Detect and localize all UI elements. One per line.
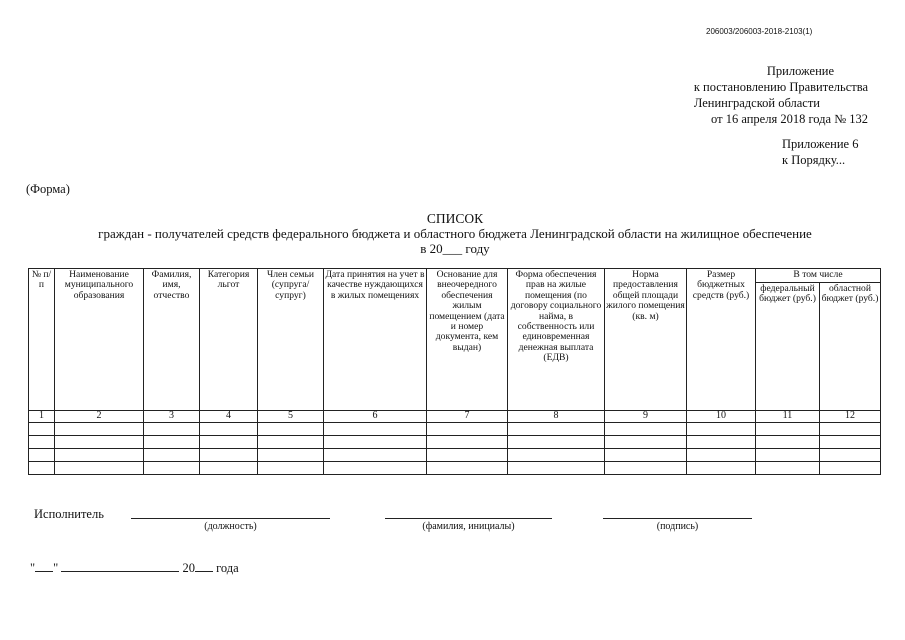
column-number: 1 [29, 411, 55, 423]
date-line [30, 560, 239, 576]
position-caption: (должность) [204, 521, 257, 532]
table-cell[interactable] [200, 423, 258, 436]
signature-line[interactable] [603, 518, 752, 519]
table-cell[interactable] [55, 462, 144, 475]
table-cell[interactable] [324, 462, 427, 475]
name-line[interactable] [385, 518, 552, 519]
column-number: 6 [324, 411, 427, 423]
column-number: 9 [605, 411, 687, 423]
table-cell[interactable] [29, 462, 55, 475]
col-header-federal-budget: федеральный бюджет (руб.) [756, 283, 820, 411]
date-close-quote: " [53, 561, 59, 575]
table-cell[interactable] [687, 462, 756, 475]
table-cell[interactable] [200, 436, 258, 449]
appendix-header [608, 63, 868, 127]
table-cell[interactable] [508, 462, 605, 475]
column-number: 3 [144, 411, 200, 423]
column-number: 5 [258, 411, 324, 423]
col-header-regional-budget: областной бюджет (руб.) [820, 283, 881, 411]
position-line[interactable] [131, 518, 330, 519]
col-header-provision-form: Форма обеспечения прав на жилые помещения (по договору социального найма, в собственность или единовременная денежная выплата (ЕДВ) [508, 269, 605, 411]
appendix-line: Приложение [766, 64, 834, 78]
table-cell[interactable] [55, 436, 144, 449]
col-header-municipality: Наименование муниципального образования [55, 269, 144, 411]
table-cell[interactable] [200, 449, 258, 462]
table-cell[interactable] [29, 449, 55, 462]
column-number: 12 [820, 411, 881, 423]
table-cell[interactable] [756, 436, 820, 449]
table-cell[interactable] [756, 462, 820, 475]
col-header-full-name: Фамилия, имя, отчество [144, 269, 200, 411]
year-suffix: года [216, 561, 239, 575]
table-cell[interactable] [820, 449, 881, 462]
year-prefix: 20 [182, 561, 195, 575]
month-blank[interactable] [61, 560, 179, 572]
table-cell[interactable] [29, 436, 55, 449]
table-cell[interactable] [605, 423, 687, 436]
appendix-6 [782, 136, 858, 168]
table-cell[interactable] [605, 436, 687, 449]
signature-caption: (подпись) [656, 521, 699, 532]
table-row [29, 423, 881, 436]
recipients-table [28, 268, 881, 475]
table-cell[interactable] [427, 436, 508, 449]
table-cell[interactable] [508, 449, 605, 462]
table-cell[interactable] [427, 423, 508, 436]
form-label: (Форма) [26, 182, 70, 196]
table-header-row [29, 269, 881, 283]
appendix-line: от 16 апреля 2018 года № 132 [711, 112, 868, 126]
table-cell[interactable] [29, 423, 55, 436]
appendix-6-line: к Порядку... [782, 153, 846, 167]
table-cell[interactable] [820, 462, 881, 475]
table-cell[interactable] [200, 462, 258, 475]
year-blank[interactable] [195, 560, 213, 572]
col-header-benefit-category: Категория льгот [200, 269, 258, 411]
table-row [29, 436, 881, 449]
table-cell[interactable] [820, 436, 881, 449]
col-header-registration-date: Дата принятия на учет в качестве нуждающихся в жилых помещениях [324, 269, 427, 411]
table-cell[interactable] [258, 462, 324, 475]
table-cell[interactable] [258, 436, 324, 449]
day-blank[interactable] [35, 560, 53, 572]
col-header-family-member: Член семьи (супруга/ супруг) [258, 269, 324, 411]
col-header-including: В том числе [756, 269, 881, 283]
appendix-line: к постановлению Правительства [693, 80, 868, 94]
column-number: 4 [200, 411, 258, 423]
table-cell[interactable] [427, 449, 508, 462]
table-cell[interactable] [144, 423, 200, 436]
table-cell[interactable] [687, 423, 756, 436]
column-number: 8 [508, 411, 605, 423]
table-cell[interactable] [756, 449, 820, 462]
table-cell[interactable] [258, 449, 324, 462]
column-number-row [29, 411, 881, 423]
table-cell[interactable] [324, 423, 427, 436]
title-subtitle: граждан - получателей средств федерального бюджета и областного бюджета Ленинградской области на жилищное обеспечение [98, 226, 812, 241]
table-cell[interactable] [605, 449, 687, 462]
table-cell[interactable] [55, 449, 144, 462]
col-header-basis: Основание для внеочередного обеспечения жилым помещением (дата и номер документа, кем выдан) [427, 269, 508, 411]
name-caption: (фамилия, инициалы) [422, 521, 515, 532]
table-row [29, 462, 881, 475]
table-cell[interactable] [144, 462, 200, 475]
table-cell[interactable] [258, 423, 324, 436]
title-main: СПИСОК [426, 211, 484, 226]
title-year: в 20___ году [420, 241, 490, 256]
col-header-number: № п/п [29, 269, 55, 411]
column-number: 2 [55, 411, 144, 423]
table-cell[interactable] [144, 436, 200, 449]
appendix-6-line: Приложение 6 [782, 137, 859, 151]
executor-label: Исполнитель [34, 507, 104, 521]
column-number: 11 [756, 411, 820, 423]
document-title [60, 211, 850, 256]
table-cell[interactable] [687, 436, 756, 449]
table-cell[interactable] [508, 423, 605, 436]
table-cell[interactable] [605, 462, 687, 475]
table-cell[interactable] [508, 436, 605, 449]
table-cell[interactable] [427, 462, 508, 475]
table-cell[interactable] [55, 423, 144, 436]
appendix-line: Ленинградской области [693, 96, 820, 110]
table-cell[interactable] [820, 423, 881, 436]
table-cell[interactable] [324, 436, 427, 449]
col-header-budget-amount: Размер бюджетных средств (руб.) [687, 269, 756, 411]
table-cell[interactable] [144, 449, 200, 462]
column-number: 10 [687, 411, 756, 423]
table-cell[interactable] [687, 449, 756, 462]
document-id: 206003/206003-2018-2103(1) [706, 27, 813, 36]
table-row [29, 449, 881, 462]
table-cell[interactable] [324, 449, 427, 462]
table-cell[interactable] [756, 423, 820, 436]
col-header-area-norm: Норма предоставления общей площади жилого помещения (кв. м) [605, 269, 687, 411]
date-open-quote: " [30, 561, 36, 575]
column-number: 7 [427, 411, 508, 423]
